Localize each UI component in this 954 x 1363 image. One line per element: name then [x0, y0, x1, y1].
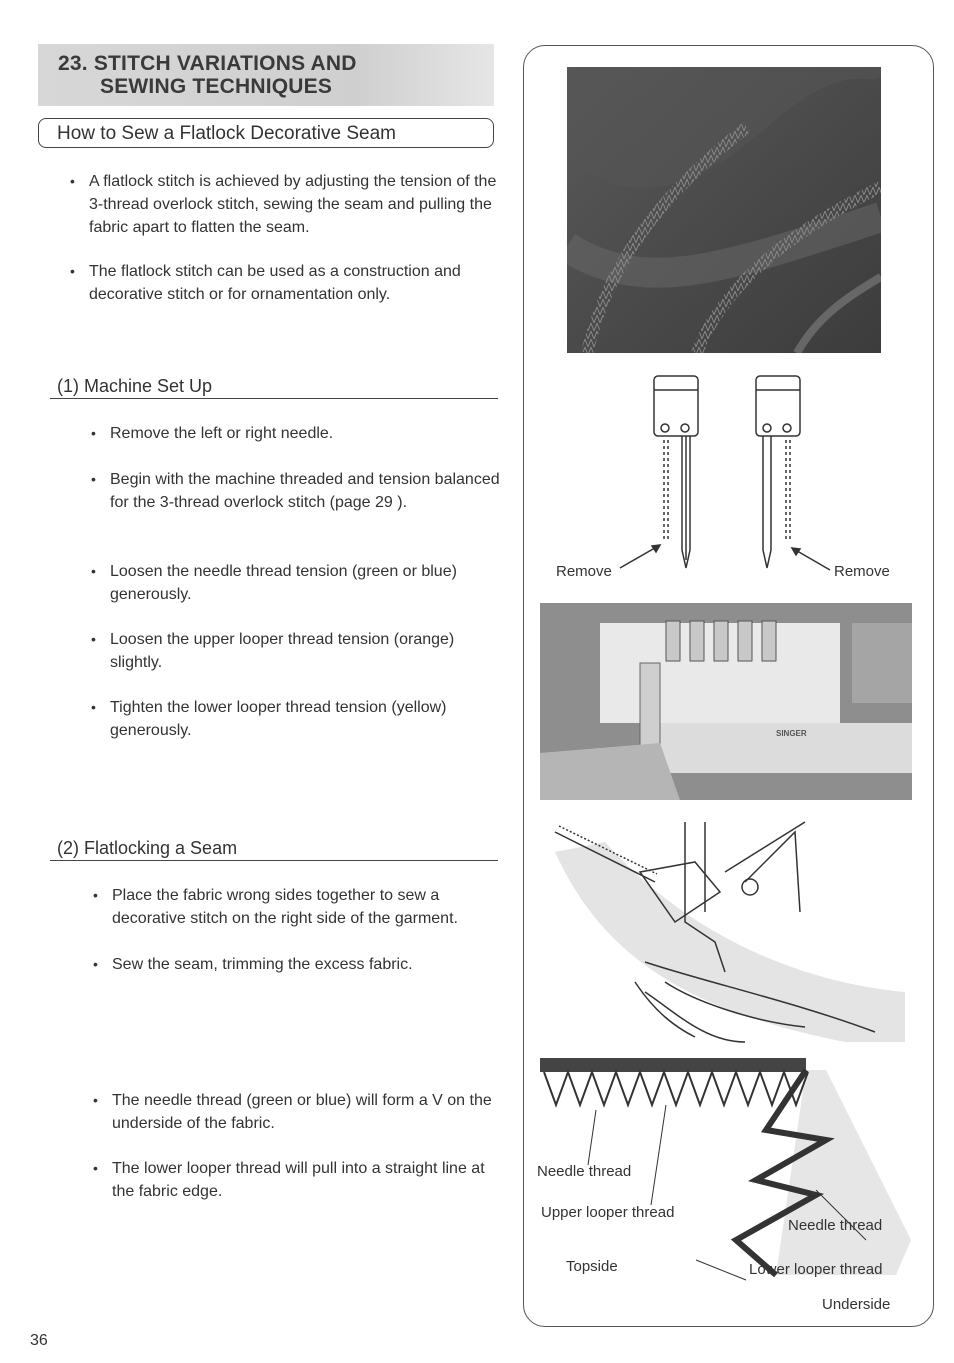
intro-bullet-1: • A flatlock stitch is achieved by adjusting the tension of the 3-thread overlock stitch, sewing the seam and pulling the fabric apart to flatten the seam.: [89, 170, 499, 239]
presser-foot-illustration: [545, 812, 905, 1047]
title-line-2: SEWING TECHNIQUES: [100, 75, 333, 98]
subtitle: How to Sew a Flatlock Decorative Seam: [57, 123, 396, 144]
needle-thread-under-label: Needle thread: [788, 1217, 883, 1234]
flatlocking-rule: [50, 860, 498, 861]
fabric-seam-photo: [567, 67, 881, 353]
flatlock-bullet-2: • Sew the seam, trimming the excess fabric.: [112, 953, 500, 976]
page-number: 36: [30, 1332, 48, 1349]
remove-label-left: Remove: [556, 563, 612, 580]
needle-thread-top-label: Needle thread: [537, 1163, 632, 1180]
machine-setup-rule: [50, 398, 498, 399]
setup-bullet-2: • Begin with the machine threaded and tension balanced for the 3-thread overlock stitch (page 29 ).: [110, 468, 500, 514]
flatlocking-heading: (2) Flatlocking a Seam: [57, 838, 238, 858]
setup-bullet-4: • Loosen the upper looper thread tension (orange) slightly.: [110, 628, 500, 674]
flatlock-bullet-1: • Place the fabric wrong sides together to sew a decorative stitch on the right side of the garment.: [112, 884, 500, 930]
title-line-1: 23. STITCH VARIATIONS AND: [58, 52, 357, 75]
intro-bullet-2: • The flatlock stitch can be used as a construction and decorative stitch or for ornamentation only.: [89, 260, 499, 306]
upper-looper-label: Upper looper thread: [541, 1204, 675, 1221]
lower-looper-label: Lower looper thread: [749, 1261, 883, 1278]
title-banner: [38, 44, 494, 106]
subtitle-box: [38, 118, 494, 148]
flatlock-bullet-4: • The lower looper thread will pull into a straight line at the fabric edge.: [112, 1157, 500, 1203]
machine-photo: [540, 603, 912, 800]
setup-bullet-3: • Loosen the needle thread tension (green or blue) generously.: [110, 560, 500, 606]
underside-label: Underside: [822, 1296, 891, 1313]
machine-setup-heading: (1) Machine Set Up: [57, 376, 213, 396]
setup-bullet-1: • Remove the left or right needle.: [110, 422, 500, 445]
brand-label: SINGER: [776, 729, 807, 738]
needle-diagram: [540, 370, 920, 590]
setup-bullet-5: • Tighten the lower looper thread tension (yellow) generously.: [110, 696, 500, 742]
flatlock-bullet-3: • The needle thread (green or blue) will form a V on the underside of the fabric.: [112, 1089, 500, 1135]
topside-label: Topside: [566, 1258, 618, 1275]
remove-label-right: Remove: [834, 563, 890, 580]
